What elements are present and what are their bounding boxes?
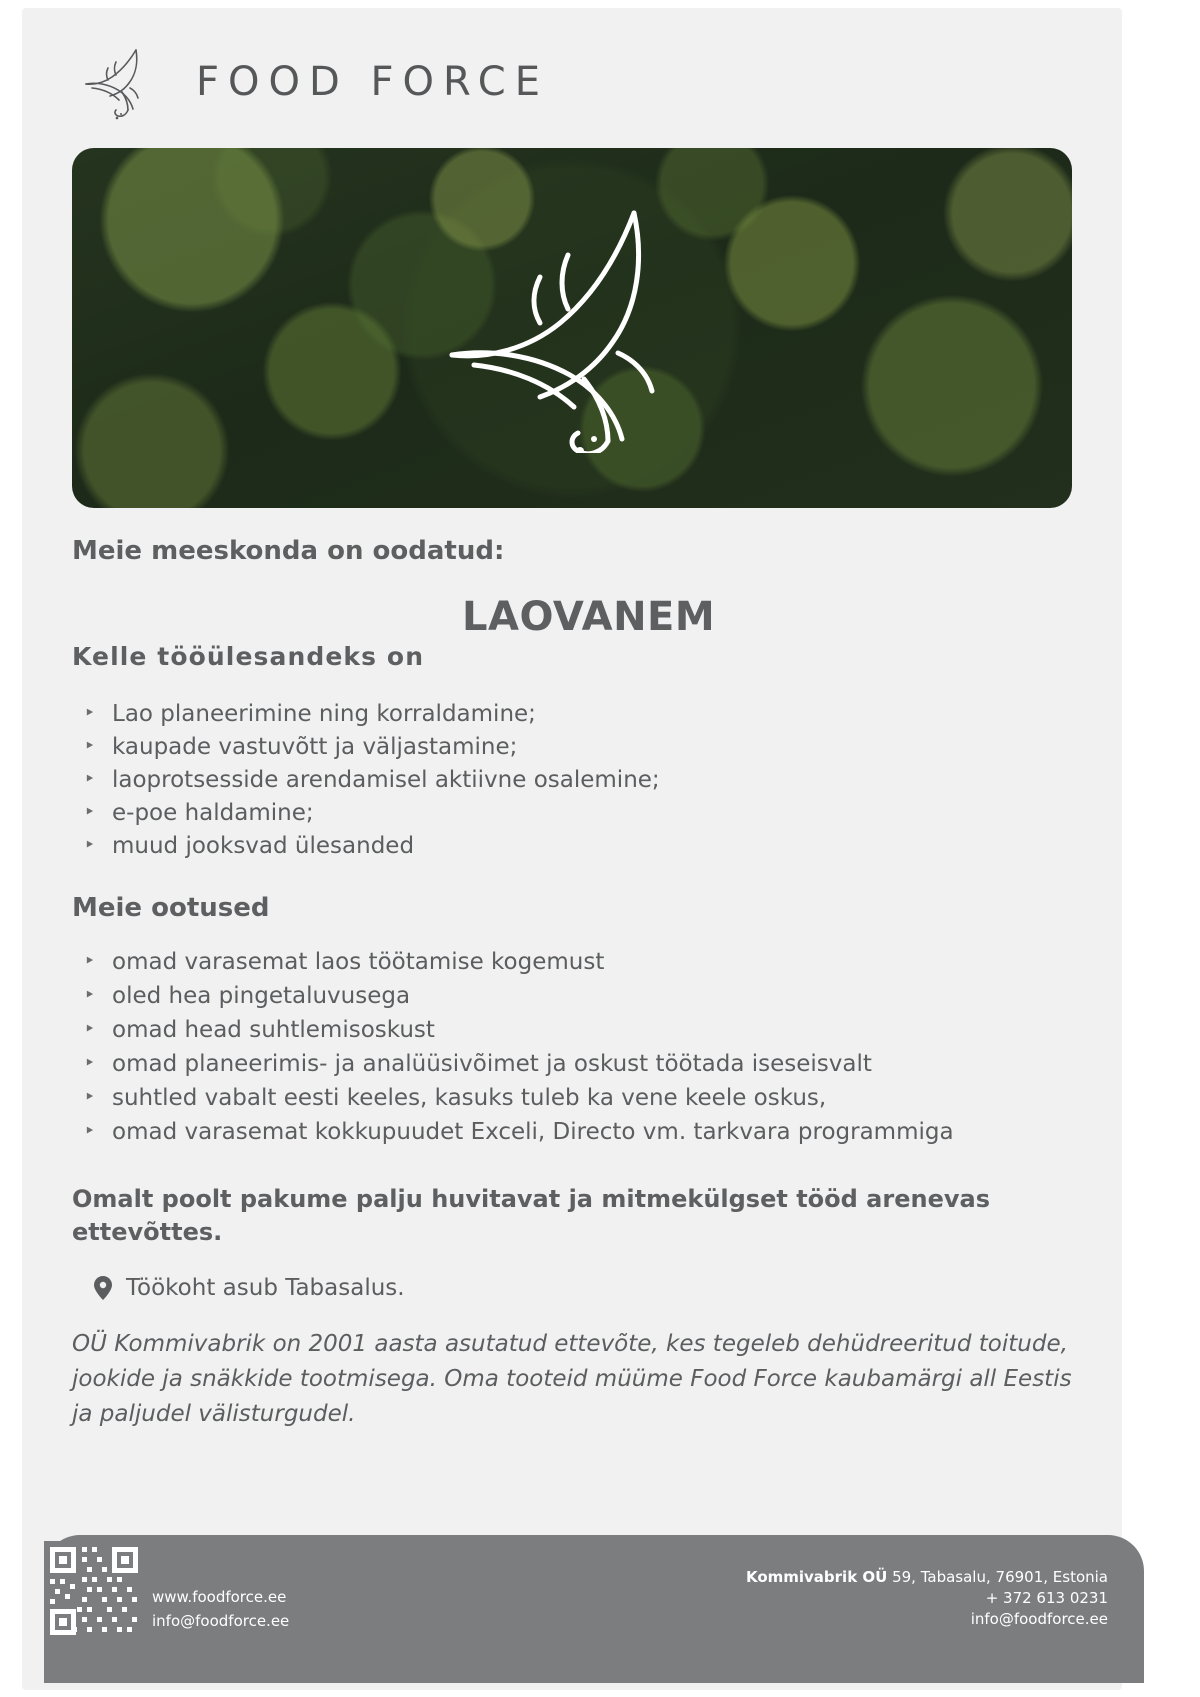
page-title: LAOVANEM — [462, 594, 716, 640]
job-content — [72, 528, 1072, 1432]
hero-image — [72, 148, 1072, 508]
footer-address: 59, Tabasalu, 76901, Estonia — [887, 1568, 1108, 1586]
footer-email-left[interactable]: info@foodforce.ee — [152, 1612, 290, 1630]
footer-phone: + 372 613 0231 — [985, 1589, 1108, 1607]
location-row — [94, 1275, 1072, 1301]
offer-statement: Omalt poolt pakume palju huvitavat ja mitmekülgset tööd arenevas ettevõttes. — [72, 1185, 990, 1246]
list-item: ‣ kaupade vastuvõtt ja väljastamine; — [72, 731, 1072, 764]
list-item: ‣ omad planeerimis- ja analüüsivõimet ja oskust töötada iseseisvalt — [72, 1047, 1072, 1081]
list-item: ‣ oled hea pingetaluvusega — [72, 979, 1072, 1013]
page-footer — [44, 1535, 1144, 1683]
list-item: ‣ Lao planeerimine ning korraldamine; — [72, 698, 1072, 731]
company-description: OÜ Kommivabrik on 2001 aasta asutatud ettevõte, kes tegeleb dehüdreeritud toitude, jookide ja snäkkide tootmisega. Oma tooteid müüme Food Force kaubamärgi all Eestis ja paljudel välisturgudel. — [72, 1331, 1072, 1427]
duties-list — [72, 698, 1072, 863]
footer-email[interactable]: info@foodforce.ee — [970, 1610, 1108, 1628]
expectations-heading: Meie ootused — [72, 893, 270, 923]
footer-company-name: Kommivabrik OÜ — [745, 1568, 888, 1586]
list-item: ‣ omad head suhtlemisoskust — [72, 1013, 1072, 1047]
qr-code-icon[interactable] — [44, 1541, 144, 1641]
eagle-logo-icon — [72, 44, 158, 120]
intro-kicker: Meie meeskonda on oodatud: — [72, 536, 505, 566]
footer-contact — [746, 1567, 1108, 1630]
map-pin-icon — [94, 1276, 112, 1300]
footer-address-line — [746, 1567, 1108, 1588]
list-item: ‣ laoprotsesside arendamisel aktiivne osalemine; — [72, 764, 1072, 797]
footer-links — [152, 1585, 289, 1633]
list-item: ‣ muud jooksvad ülesanded — [72, 830, 1072, 863]
eagle-hero-logo-icon — [422, 203, 722, 453]
list-item: ‣ suhtled vabalt eesti keeles, kasuks tuleb ka vene keele oskus, — [72, 1081, 1072, 1115]
document-sheet — [22, 8, 1122, 1690]
duties-heading: Kelle tööülesandeks on — [72, 642, 425, 671]
list-item: ‣ omad varasemat kokkupuudet Exceli, Directo vm. tarkvara programmiga — [72, 1115, 1072, 1149]
location-text: Töökoht asub Tabasalus. — [126, 1275, 405, 1301]
list-item: ‣ e-poe haldamine; — [72, 797, 1072, 830]
brand-header — [72, 44, 549, 120]
brand-name: FOOD FORCE — [196, 59, 549, 105]
expectations-list — [72, 945, 1072, 1149]
list-item: ‣ omad varasemat laos töötamise kogemust — [72, 945, 1072, 979]
title-block — [72, 594, 1072, 686]
footer-website[interactable]: www.foodforce.ee — [152, 1588, 287, 1606]
